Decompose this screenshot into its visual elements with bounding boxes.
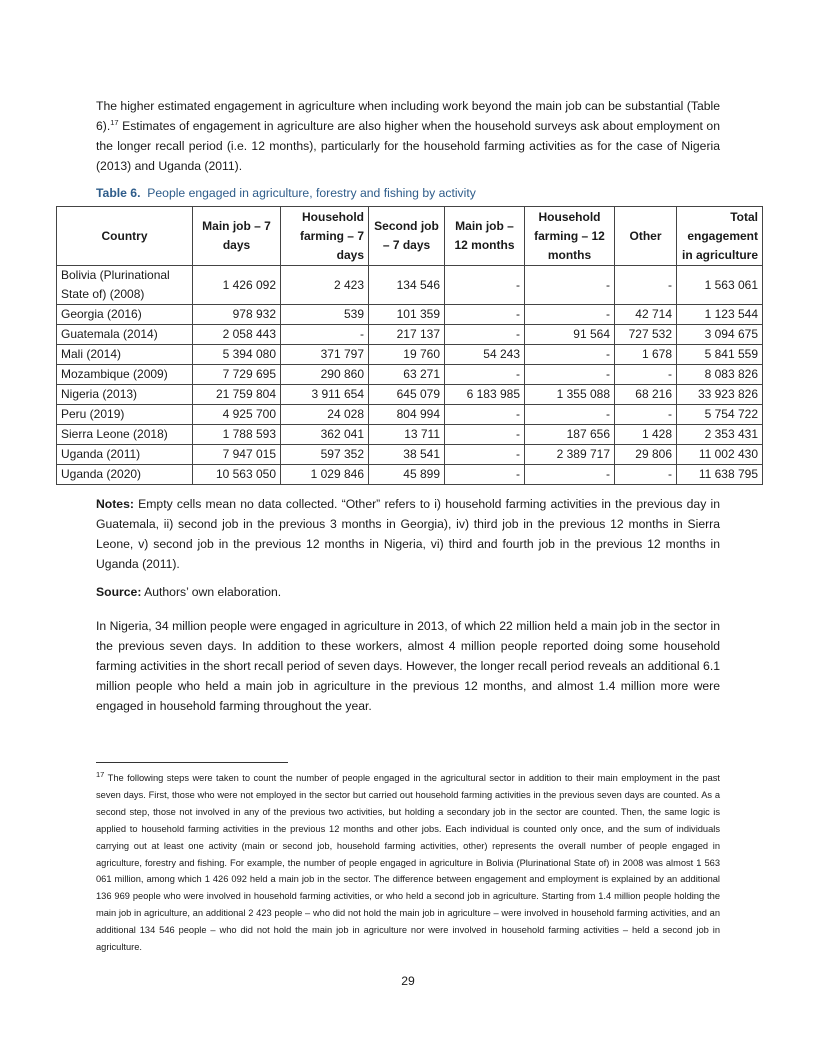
value-cell: 1 029 846 — [281, 465, 369, 485]
value-cell: 3 094 675 — [677, 325, 763, 345]
value-cell: 539 — [281, 305, 369, 325]
column-header-household-farming-12-months: Household farming – 12 months — [525, 207, 615, 266]
table-header-row — [57, 207, 763, 266]
notes-text: Empty cells mean no data collected. “Other” refers to i) household farming activities in the previous day in Guatemala, ii) second job in the previous 3 months in Georgia), iv) third job in the previous 12 months in Sierra Leone, v) second job in the previous 12 months in Nigeria, vi) third and fourth job in the previous 12 months in Uganda (2011). — [96, 497, 720, 571]
value-cell: 1 563 061 — [677, 266, 763, 305]
country-cell: Peru (2019) — [57, 405, 193, 425]
value-cell: 217 137 — [369, 325, 445, 345]
intro-text-continued: Estimates of engagement in agriculture are also higher when the household surveys ask about employment on the longer recall period (i.e. 12 months), particularly for the household farming activities as for the case of Nigeria (2013) and Uganda (2011). — [96, 119, 720, 173]
value-cell: 2 389 717 — [525, 445, 615, 465]
intro-paragraph — [96, 96, 720, 176]
table-row — [57, 405, 763, 425]
notes-label: Notes: — [96, 497, 134, 511]
value-cell: 11 638 795 — [677, 465, 763, 485]
footnote-number: 17 — [96, 769, 105, 779]
value-cell: - — [525, 266, 615, 305]
table-row — [57, 385, 763, 405]
table-label: Table 6. — [96, 186, 141, 200]
value-cell: - — [615, 465, 677, 485]
value-cell: - — [445, 325, 525, 345]
source-text: Authors’ own elaboration. — [141, 585, 282, 599]
value-cell: - — [615, 365, 677, 385]
value-cell: 4 925 700 — [193, 405, 281, 425]
value-cell: 33 923 826 — [677, 385, 763, 405]
value-cell: 362 041 — [281, 425, 369, 445]
value-cell: 38 541 — [369, 445, 445, 465]
value-cell: 727 532 — [615, 325, 677, 345]
country-cell: Sierra Leone (2018) — [57, 425, 193, 445]
value-cell: 45 899 — [369, 465, 445, 485]
value-cell: - — [445, 465, 525, 485]
value-cell: 29 806 — [615, 445, 677, 465]
table-row — [57, 425, 763, 445]
value-cell: - — [445, 305, 525, 325]
footnote-divider — [96, 762, 288, 763]
value-cell: 7 947 015 — [193, 445, 281, 465]
value-cell: 1 678 — [615, 345, 677, 365]
column-header-total-engagement: Total engagement in agriculture — [677, 207, 763, 266]
value-cell: 978 932 — [193, 305, 281, 325]
country-cell: Uganda (2011) — [57, 445, 193, 465]
value-cell: 1 428 — [615, 425, 677, 445]
column-header-other: Other — [615, 207, 677, 266]
table-row — [57, 305, 763, 325]
value-cell: 804 994 — [369, 405, 445, 425]
value-cell: - — [445, 425, 525, 445]
value-cell: - — [615, 405, 677, 425]
value-cell: - — [445, 445, 525, 465]
footnote-reference[interactable]: 17 — [110, 117, 119, 127]
value-cell: - — [445, 266, 525, 305]
value-cell: 2 353 431 — [677, 425, 763, 445]
notes-paragraph — [96, 494, 720, 574]
value-cell: - — [525, 365, 615, 385]
column-header-household-farming-7-days: Household farming – 7 days — [281, 207, 369, 266]
source-label: Source: — [96, 585, 142, 599]
value-cell: 2 058 443 — [193, 325, 281, 345]
value-cell: 5 394 080 — [193, 345, 281, 365]
table-row — [57, 325, 763, 345]
value-cell: 1 788 593 — [193, 425, 281, 445]
value-cell: 68 216 — [615, 385, 677, 405]
country-cell: Uganda (2020) — [57, 465, 193, 485]
value-cell: 24 028 — [281, 405, 369, 425]
column-header-main-job-7-days: Main job – 7 days — [193, 207, 281, 266]
value-cell: 21 759 804 — [193, 385, 281, 405]
value-cell: - — [445, 365, 525, 385]
value-cell: 597 352 — [281, 445, 369, 465]
value-cell: 11 002 430 — [677, 445, 763, 465]
value-cell: 7 729 695 — [193, 365, 281, 385]
country-cell: Nigeria (2013) — [57, 385, 193, 405]
value-cell: 42 714 — [615, 305, 677, 325]
country-cell: Mali (2014) — [57, 345, 193, 365]
value-cell: 2 423 — [281, 266, 369, 305]
country-cell: Bolivia (Plurinational State of) (2008) — [57, 266, 193, 305]
table-row — [57, 445, 763, 465]
table-caption — [96, 185, 476, 201]
value-cell: 290 860 — [281, 365, 369, 385]
value-cell: - — [525, 405, 615, 425]
value-cell: 10 563 050 — [193, 465, 281, 485]
value-cell: 54 243 — [445, 345, 525, 365]
table-row — [57, 266, 763, 305]
value-cell: - — [525, 465, 615, 485]
footnote — [96, 770, 720, 956]
value-cell: 371 797 — [281, 345, 369, 365]
table-body — [57, 266, 763, 485]
intro-text: The higher estimated engagement in agriculture when including work beyond the main job can be substantial (Table 6). — [96, 99, 720, 133]
engagement-table — [56, 206, 763, 485]
nigeria-paragraph: In Nigeria, 34 million people were engaged in agriculture in 2013, of which 22 million held a main job in the sector in the previous seven days. In addition to these workers, almost 4 million people reported doing some household farming activities in the short recall period of seven days. However, the longer recall period reveals an additional 6.1 million people who held a main job in agriculture in the previous 12 months, and almost 1.4 million more were engaged in household farming throughout the year. — [96, 619, 720, 713]
value-cell: - — [445, 405, 525, 425]
value-cell: 1 426 092 — [193, 266, 281, 305]
value-cell: 6 183 985 — [445, 385, 525, 405]
value-cell: 8 083 826 — [677, 365, 763, 385]
value-cell: 645 079 — [369, 385, 445, 405]
table-row — [57, 365, 763, 385]
column-header-second-job-7-days: Second job – 7 days — [369, 207, 445, 266]
table-title: People engaged in agriculture, forestry and fishing by activity — [147, 186, 476, 200]
value-cell: - — [525, 305, 615, 325]
value-cell: - — [615, 266, 677, 305]
value-cell: 101 359 — [369, 305, 445, 325]
footnote-text: The following steps were taken to count the number of people engaged in the agricultural sector in addition to their main employment in the past seven days. First, those who were not employed in the sector but carried out household farming activities in the previous seven days are counted. As a second step, those not involved in any of the previous two activities, but holding a secondary job in the sector are counted. Then, the same logic is applied to household farming activities in the previous 12 months and other jobs. Each individual is counted only once, and the sum of individuals carrying out at least one activity (main or second job, household farming activities, other) represents the overall number of people engaged in agriculture, forestry and fishing. For example, the number of people engaged in agriculture in Bolivia (Plurinational State of) in 2008 was almost 1 563 061 million, among which 1 426 092 held a main job in the sector. The difference between engagement and employment is explained by an additional 136 969 people who were involved in household farming activities, or who held a second job in agriculture. Starting from 1.4 million people holding the main job in agriculture, an additional 2 423 people – who did not hold the main job in agriculture – were involved in household farming activities, and an additional 134 546 people – who did not hold the main job in agriculture nor were involved in household farming activities – held a second job in agriculture. — [96, 773, 720, 953]
source-paragraph — [96, 582, 720, 602]
value-cell: 1 355 088 — [525, 385, 615, 405]
value-cell: 1 123 544 — [677, 305, 763, 325]
value-cell: 5 841 559 — [677, 345, 763, 365]
table-row — [57, 465, 763, 485]
value-cell: - — [525, 345, 615, 365]
value-cell: 134 546 — [369, 266, 445, 305]
value-cell: 13 711 — [369, 425, 445, 445]
table-row — [57, 345, 763, 365]
value-cell: 91 564 — [525, 325, 615, 345]
value-cell: 19 760 — [369, 345, 445, 365]
column-header-main-job-12-months: Main job – 12 months — [445, 207, 525, 266]
value-cell: 63 271 — [369, 365, 445, 385]
value-cell: 5 754 722 — [677, 405, 763, 425]
column-header-country: Country — [57, 207, 193, 266]
country-cell: Mozambique (2009) — [57, 365, 193, 385]
value-cell: 187 656 — [525, 425, 615, 445]
country-cell: Georgia (2016) — [57, 305, 193, 325]
country-cell: Guatemala (2014) — [57, 325, 193, 345]
page-number: 29 — [401, 974, 415, 988]
value-cell: - — [281, 325, 369, 345]
value-cell: 3 911 654 — [281, 385, 369, 405]
